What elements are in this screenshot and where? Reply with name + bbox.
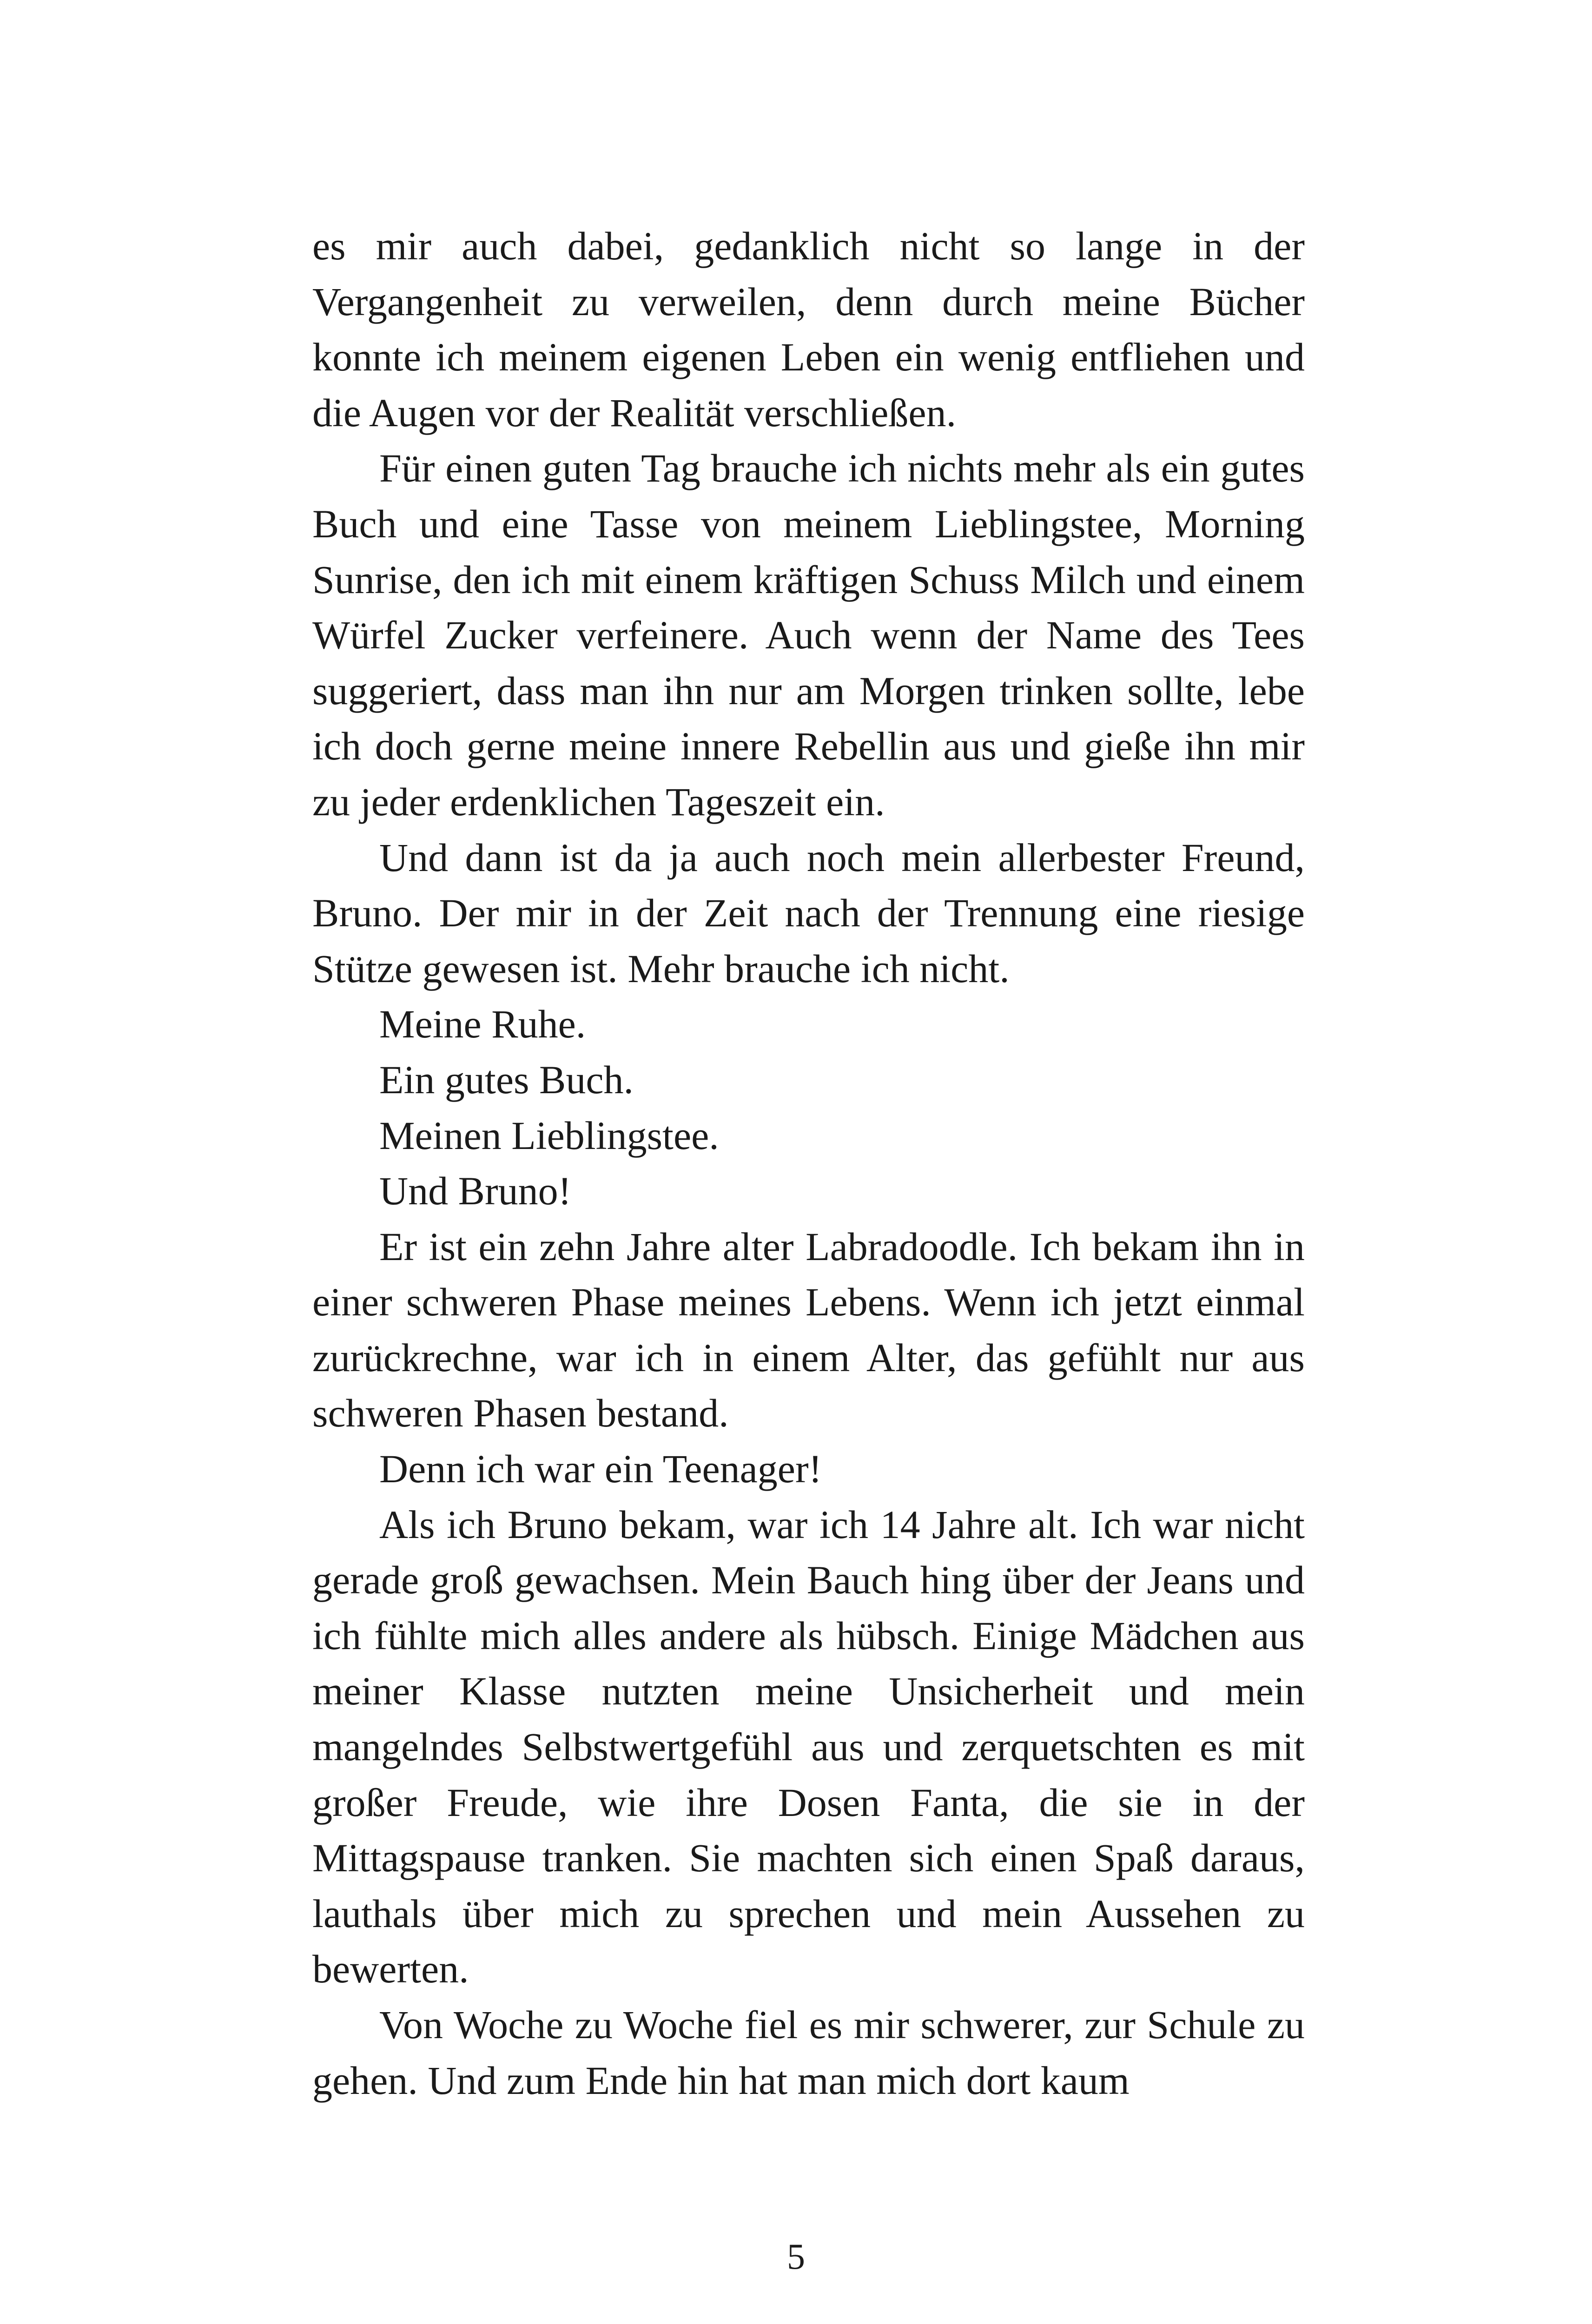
paragraph: Für einen guten Tag brauche ich nichts mehr als ein gutes Buch und eine Tasse von meinem Lieblingstee, Morning Sunrise, den ich mit einem kräftigen Schuss Milch und einem Würfel Zucker verfeinere. Auch wenn der Name des Tees suggeriert, dass man ihn nur am Morgen trinken sollte, lebe ich doch gerne meine innere Rebellin aus und gieße ihn mir zu jeder erdenklichen Tageszeit ein. (312, 446, 1305, 824)
paragraph: Von Woche zu Woche fiel es mir schwerer, zur Schule zu gehen. Und zum Ende hin hat man mich dort kaum (312, 2002, 1305, 2103)
paragraph: Ein gutes Buch. (379, 1057, 634, 1102)
page-number: 5 (787, 2236, 805, 2277)
paragraph: Und Bruno! (379, 1169, 572, 1214)
paragraph: Als ich Bruno bekam, war ich 14 Jahre alt. Ich war nicht gerade groß gewachsen. Mein Bauch hing über der Jeans und ich fühlte mich alles andere als hübsch. Einige Mädchen aus meiner Klasse nutzten meine Unsicherheit und mein mangelndes Selbstwertgefühl aus und zerquetschten es mit großer Freude, wie ihre Dosen Fanta, die sie in der Mittagspause tranken. Sie machten sich einen Spaß daraus, lauthals über mich zu sprechen und mein Aussehen zu bewerten. (312, 1502, 1305, 1992)
paragraph: Denn ich war ein Teenager! (379, 1446, 822, 1492)
paragraph: Und dann ist da ja auch noch mein allerbester Freund, Bruno. Der mir in der Zeit nach der Trennung eine riesige Stütze gewesen ist. Mehr brauche ich nicht. (312, 835, 1305, 991)
paragraph: es mir auch dabei, gedanklich nicht so lange in der Vergangenheit zu verweilen, denn durch meine Bücher konnte ich meinem eigenen Leben ein wenig entfliehen und die Augen vor der Realität verschließen. (312, 224, 1305, 435)
paragraph: Meinen Lieblingstee. (379, 1113, 719, 1158)
body-text (312, 218, 1305, 2108)
paragraph: Meine Ruhe. (379, 1002, 586, 1047)
paragraph: Er ist ein zehn Jahre alter Labradoodle. Ich bekam ihn in einer schweren Phase meines Lebens. Wenn ich jetzt einmal zurückrechne, war ich in einem Alter, das gefühlt nur aus schweren Phasen bestand. (312, 1224, 1305, 1436)
